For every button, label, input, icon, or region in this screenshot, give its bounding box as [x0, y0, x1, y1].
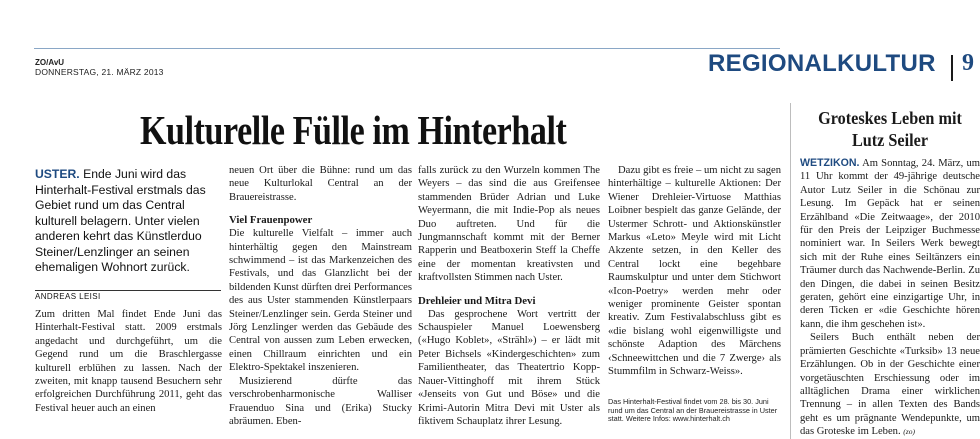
- article-column-2: [229, 164, 412, 428]
- section-title: REGIONALKULTUR: [708, 50, 936, 77]
- column-divider: [790, 103, 791, 439]
- side-article-body: [800, 157, 980, 439]
- page-separator: [951, 55, 953, 81]
- article-column-4: [608, 164, 781, 379]
- issue-date: DONNERSTAG, 21. MÄRZ 2013: [35, 67, 164, 77]
- body-paragraph: Zum dritten Mal findet Ende Juni das Hinterhalt-Festival statt. 2009 erstmals angedacht und durchgeführt, um die Gegend rund um die Braschlergasse kulturell erblühen zu lassen. Nach der zweiten, mit knapp tausend Besuchern sehr erfolgreichen Durchführung 2011, geht das Festival heuer auch an einen: [35, 309, 222, 414]
- body-paragraph: neuen Ort über die Bühne: rund um das neue Kulturlokal Central an der Brauereistrasse.: [229, 165, 412, 203]
- article-headline: Kulturelle Fülle im Hinterhalt: [140, 107, 567, 153]
- body-paragraph: [800, 157, 980, 331]
- lead-text: Ende Juni wird das Hinterhalt-Festival erstmals das Gebiet rund um das Central kulturell belagern. Unter vielen anderen kehrt das Künstlerduo Steiner/Lenzlinger an seinen ehemaligen Wohnort zurück.: [35, 167, 206, 274]
- author-rule: [35, 290, 221, 291]
- subheading: Viel Frauenpower: [229, 214, 313, 227]
- info-footnote: Das Hinterhalt-Festival findet vom 28. bis 30. Juni rund um das Central an der Brauereistrasse in Uster statt. Weitere Infos: www.hinterhalt.ch: [608, 397, 778, 424]
- body-paragraph: Das gesprochene Wort vertritt der Schauspieler Manuel Loewensberg («Hugo Koblet», «Strähl») – er lädt mit Peter Bichsels «Kindergeschichten» zum Familientheater, das Theatertrio Kopp-Nauer-Vittinghoff mit ihrem Stück «Jenseits von Gut und Böse» und die Krimi-Autorin Mitra Devi mit Uster als fiktivem Schauplatz ihrer Lesung.: [418, 308, 600, 427]
- author-byline: ANDREAS LEISI: [35, 292, 101, 301]
- body-paragraph: Die kulturelle Vielfalt – immer auch hinterhältig gegen den Mainstream schwimmend – ist das Markenzeichen des Festivals, und das Glanzlicht bei der bildenden Kunst dürften drei Performances des aus Uster stammenden Künstlerpaars Steiner/Lenzlinger sein. Gerda Steiner und Jörg Lenzlinger werden das Gebäude des Central von aussen zum Leben erwecken, einen Chillraum einrichten und ein Elektro-Spektakel inszenieren.: [229, 228, 412, 374]
- side-paragraph-1: Am Sonntag, 24. März, um 11 Uhr kommt der 49-jährige deutsche Autor Lutz Seiler in die Schönau zur Lesung. Im Gepäck hat er seinen Erzählband «Die Zeitwaage», der 2010 für den Preis der Leipziger Buchmesse nominiert war. In Seilers Werk bewegt sich mit der Ruhe eines Seiltänzers ein Träumer durch das Nachwende-Berlin. Zu den Dingen, die dabei in seinen Besitz geraten, gehört eine einzigartige Uhr, in deren Ticken er «die Geschichte hören kann, die ihm geschehen ist».: [800, 158, 980, 330]
- subheading: Drehleier und Mitra Devi: [418, 294, 536, 307]
- side-article-headline: Groteskes Leben mit Lutz Seiler: [818, 108, 962, 150]
- body-paragraph: falls zurück zu den Wurzeln kommen The Weyers – das sind die aus Greifensee stammenden Brüder Adrian und Luke Weyermann, die mit Indie-Pop als neues Duo auftreten. Und für die Jungmannschaft kommt mit der Berner Rapperin und Beatboxerin Steff la Cheffe eine der momentan kreativsten und kraftvollsten Stimmen nach Uster.: [418, 165, 600, 284]
- side-paragraph-2: Seilers Buch enthält neben der prämierten Geschichte «Turksib» 13 neue Erzählungen. Ob in der Geschichte einer vorgetäuschten Erschiessung oder im alltäglichen Drama einer wirklichen Trennung – in allen Texten des Bands geht es um prägnante Wendepunkte, um das Groteske im Leben.: [800, 332, 980, 438]
- body-paragraph: Dazu gibt es freie – um nicht zu sagen hinterhältige – kulturelle Aktionen: Der Wiener Drehleier-Virtuose Matthias Loibner bespielt das ganze Gelände, der Ustermer Schrott- und Aktionskünstler Markus «Leto» Meyle wird mit Licht Akzente setzen, in den Keller des Central lockt eine begehbare Raumskulptur und unter dem Stichwort «Icon-Poetry» werden mehr oder weniger prominente Geister spontan kreativ. Zum Festivalabschluss gibt es «die bislang wohl eigenwilligste und schönste Adaption des Märchens ‹Schneewittchen und die 7 Zwerge› als Stummfilm in Schwarz-Weiss».: [608, 165, 781, 378]
- article-lead: [35, 167, 223, 276]
- side-signature: (zo): [903, 427, 915, 437]
- body-paragraph: Musizierend dürfte das verschrobenharmonische Walliser Frauenduo Sina und (Erika) Stucky abräumen. Eben-: [229, 375, 412, 427]
- header-rule: [34, 48, 780, 49]
- article-column-3: [418, 164, 600, 428]
- lead-dateline: USTER.: [35, 167, 80, 181]
- paper-name: ZO/AvU: [35, 58, 65, 67]
- page-number: 9: [962, 50, 974, 76]
- article-column-1: [35, 308, 222, 415]
- body-paragraph: [800, 331, 980, 438]
- side-dateline: WETZIKON.: [800, 157, 860, 169]
